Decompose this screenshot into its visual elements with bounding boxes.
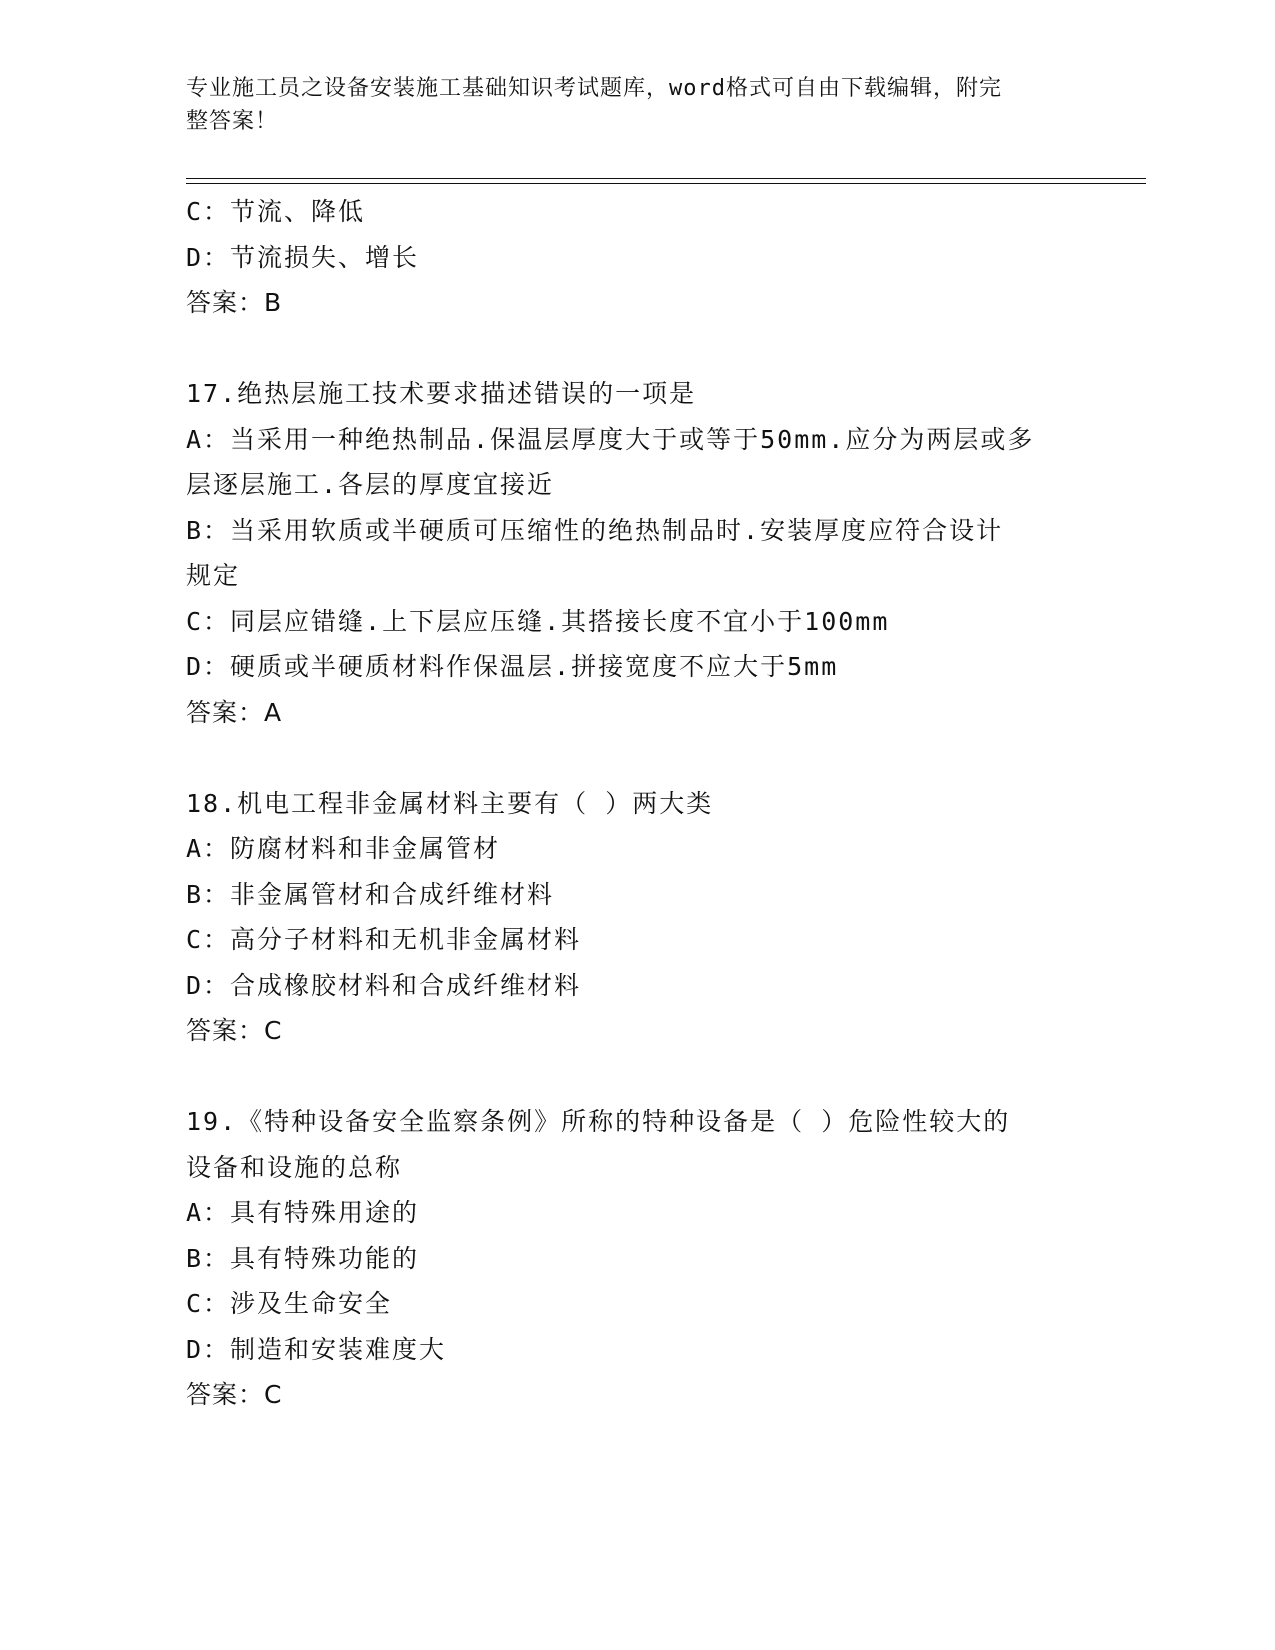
question-17 (186, 371, 1086, 735)
option-b: B：具有特殊功能的 (186, 1243, 420, 1273)
question-content (186, 189, 1086, 1418)
option-d: D：制造和安装难度大 (186, 1334, 447, 1364)
option-b: B：非金属管材和合成纤维材料 (186, 879, 555, 909)
question-stem: 18.机电工程非金属材料主要有（ ）两大类 (186, 788, 714, 818)
page-header (186, 72, 1066, 138)
option-b-continued: 规定 (186, 561, 241, 590)
option-d: D：合成橡胶材料和合成纤维材料 (186, 970, 582, 1000)
option-a: A：具有特殊用途的 (186, 1198, 420, 1227)
answer-line: 答案：C (186, 1016, 283, 1045)
option-c: C：高分子材料和无机非金属材料 (186, 925, 582, 954)
header-divider-bottom (186, 183, 1146, 184)
question-16-continued (186, 189, 1086, 326)
question-18 (186, 781, 1086, 1054)
option-c: C：涉及生命安全 (186, 1289, 393, 1318)
option-a: A：防腐材料和非金属管材 (186, 834, 501, 863)
header-line-2: 整答案！ (186, 109, 279, 134)
header-divider-top (186, 178, 1146, 179)
question-stem: 17.绝热层施工技术要求描述错误的一项是 (186, 379, 697, 408)
header-line-1: 专业施工员之设备安装施工基础知识考试题库，word格式可自由下载编辑，附完 (186, 76, 1002, 101)
option-a-continued: 层逐层施工.各层的厚度宜接近 (186, 470, 555, 499)
spacer (186, 735, 1086, 781)
option-c: C：同层应错缝.上下层应压缝.其搭接长度不宜小于100mm (186, 606, 890, 636)
question-stem-continued: 设备和设施的总称 (186, 1152, 403, 1182)
spacer (186, 1054, 1086, 1100)
option-c: C：节流、降低 (186, 197, 366, 226)
option-d: D：节流损失、增长 (186, 242, 420, 272)
answer-line: 答案：A (186, 697, 283, 727)
option-b: B：当采用软质或半硬质可压缩性的绝热制品时.安装厚度应符合设计 (186, 515, 1004, 545)
question-19 (186, 1099, 1086, 1418)
answer-line: 答案：B (186, 288, 283, 317)
answer-line: 答案：C (186, 1380, 283, 1409)
question-stem: 19.《特种设备安全监察条例》所称的特种设备是（ ）危险性较大的 (186, 1107, 1011, 1136)
option-a: A：当采用一种绝热制品.保温层厚度大于或等于50mm.应分为两层或多 (186, 424, 1035, 454)
option-d: D：硬质或半硬质材料作保温层.拼接宽度不应大于5mm (186, 652, 839, 681)
spacer (186, 326, 1086, 372)
